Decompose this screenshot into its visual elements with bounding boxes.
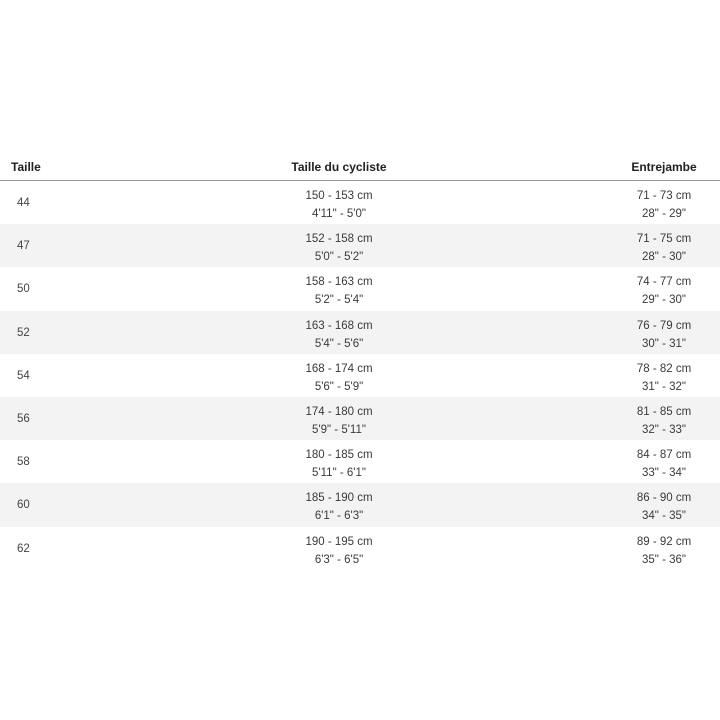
row-inseam [604, 533, 720, 569]
row-inseam [604, 187, 720, 223]
row-size: 54 [17, 369, 30, 382]
table-row [0, 483, 720, 526]
rider-height-ft: 5'0" - 5'2" [314, 251, 364, 264]
row-inseam [604, 273, 720, 309]
rider-height-cm: 168 - 174 cm [305, 362, 373, 375]
table-row [0, 527, 720, 570]
table-row [0, 181, 720, 224]
table-row [0, 440, 720, 483]
inseam-cm: 81 - 85 cm [636, 405, 692, 418]
row-size: 56 [17, 412, 30, 425]
table-row [0, 311, 720, 354]
rider-height-cm: 180 - 185 cm [305, 449, 373, 462]
table-row [0, 224, 720, 267]
row-size: 62 [17, 542, 30, 555]
rider-height-cm: 152 - 158 cm [305, 233, 373, 246]
table-row [0, 397, 720, 440]
row-rider-height [239, 403, 439, 439]
row-size: 44 [17, 197, 30, 209]
inseam-in: 31" - 32" [642, 380, 686, 393]
row-inseam [604, 489, 720, 525]
row-size: 50 [17, 283, 30, 296]
header-inseam: Entrejambe [631, 160, 697, 174]
row-rider-height [239, 273, 439, 309]
inseam-in: 34" - 35" [642, 510, 686, 523]
rider-height-ft: 6'3" - 6'5" [314, 553, 364, 566]
rider-height-cm: 190 - 195 cm [305, 535, 373, 548]
inseam-in: 35" - 36" [642, 553, 686, 566]
row-rider-height [239, 446, 439, 482]
row-rider-height [239, 489, 439, 525]
rider-height-cm: 163 - 168 cm [305, 319, 373, 332]
header-rider-height: Taille du cycliste [291, 160, 387, 174]
row-rider-height [239, 317, 439, 353]
table-row [0, 354, 720, 397]
table-header [0, 152, 720, 181]
rider-height-ft: 5'9" - 5'11" [312, 423, 366, 436]
inseam-cm: 78 - 82 cm [636, 362, 692, 375]
row-rider-height [239, 187, 439, 223]
inseam-in: 29" - 30" [642, 294, 686, 307]
rider-height-cm: 185 - 190 cm [305, 492, 373, 505]
row-rider-height [239, 533, 439, 569]
header-size: Taille [11, 160, 41, 174]
rider-height-ft: 5'4" - 5'6" [314, 337, 364, 350]
inseam-in: 32" - 33" [642, 423, 686, 436]
row-inseam [604, 446, 720, 482]
inseam-in: 28" - 29" [642, 208, 686, 220]
rider-height-ft: 5'6" - 5'9" [314, 380, 364, 393]
row-inseam [604, 230, 720, 266]
rider-height-ft: 4'11" - 5'0" [312, 208, 366, 220]
row-size: 60 [17, 499, 30, 512]
rider-height-ft: 5'2" - 5'4" [314, 294, 364, 307]
inseam-cm: 71 - 73 cm [636, 190, 692, 202]
row-size: 47 [17, 240, 30, 253]
inseam-in: 33" - 34" [642, 467, 686, 480]
rider-height-cm: 158 - 163 cm [305, 276, 373, 289]
table-row [0, 267, 720, 310]
rider-height-ft: 5'11" - 6'1" [312, 467, 366, 480]
inseam-cm: 84 - 87 cm [636, 449, 692, 462]
row-inseam [604, 403, 720, 439]
inseam-cm: 86 - 90 cm [636, 492, 692, 505]
row-inseam [604, 360, 720, 396]
inseam-in: 30" - 31" [642, 337, 686, 350]
inseam-cm: 71 - 75 cm [636, 233, 692, 246]
table-body [0, 181, 720, 570]
row-size: 52 [17, 326, 30, 339]
rider-height-cm: 150 - 153 cm [305, 190, 373, 202]
size-chart-table [0, 152, 720, 570]
row-rider-height [239, 360, 439, 396]
row-size: 58 [17, 456, 30, 469]
inseam-cm: 74 - 77 cm [636, 276, 692, 289]
inseam-in: 28" - 30" [642, 251, 686, 264]
inseam-cm: 89 - 92 cm [636, 535, 692, 548]
row-inseam [604, 317, 720, 353]
rider-height-cm: 174 - 180 cm [305, 405, 373, 418]
row-rider-height [239, 230, 439, 266]
inseam-cm: 76 - 79 cm [636, 319, 692, 332]
rider-height-ft: 6'1" - 6'3" [314, 510, 364, 523]
